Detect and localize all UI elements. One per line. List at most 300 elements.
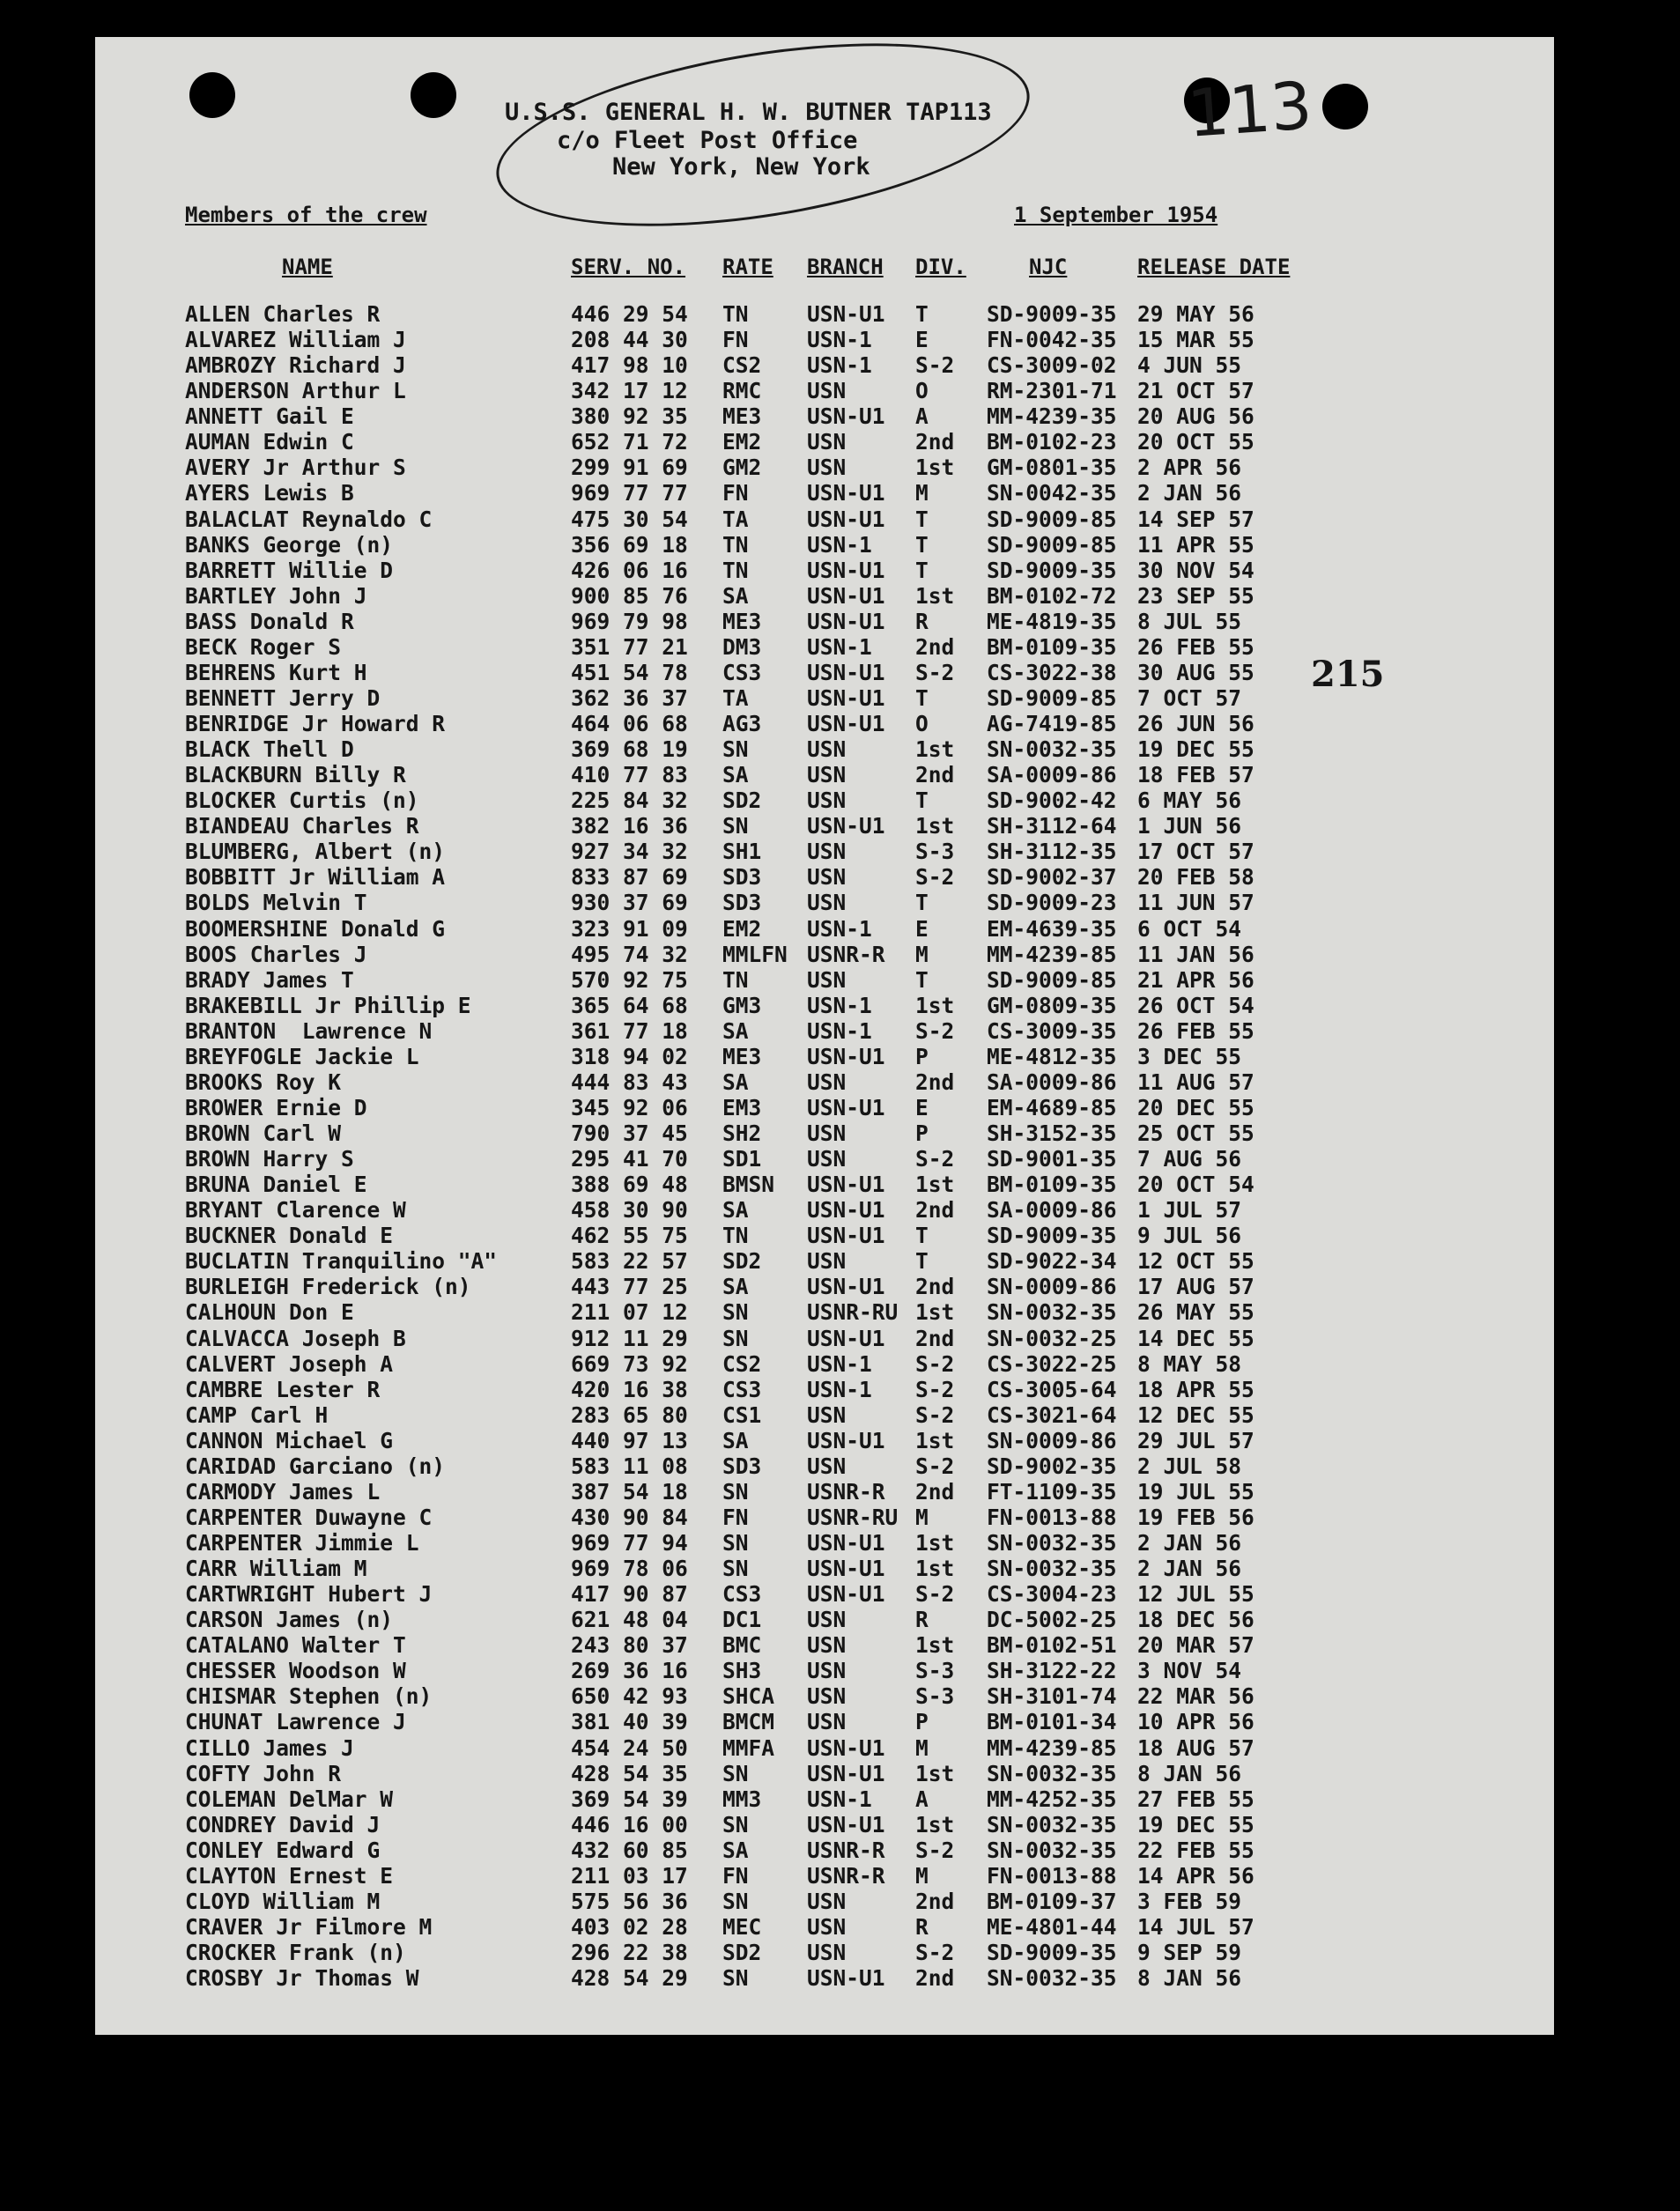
crew-release-date: 2 JAN 56 (1137, 1556, 1242, 1582)
crew-rate: SH2 (722, 1120, 762, 1146)
crew-row (95, 1351, 1554, 1377)
punch-hole-right-2 (1322, 84, 1368, 129)
crew-div: T (915, 301, 929, 327)
crew-njc: SA-0009-86 (987, 1069, 1117, 1095)
crew-rate: RMC (722, 378, 762, 404)
crew-rate: SA (722, 1274, 749, 1300)
crew-div: 2nd (915, 1325, 955, 1351)
crew-branch: USN-U1 (807, 1811, 885, 1838)
crew-release-date: 21 OCT 57 (1137, 378, 1254, 404)
column-header-branch: BRANCH (807, 255, 884, 279)
crew-serv-no: 969 77 77 (571, 480, 688, 507)
crew-row (95, 558, 1554, 583)
crew-row (95, 1735, 1554, 1761)
crew-rate: FN (722, 480, 749, 507)
crew-div: S-2 (915, 1401, 955, 1428)
document-subtitle: Members of the crew (185, 203, 427, 227)
crew-njc: SH-3101-74 (987, 1683, 1117, 1710)
crew-serv-no: 417 98 10 (571, 352, 688, 379)
crew-branch: USN (807, 788, 847, 814)
crew-row (95, 1120, 1554, 1146)
crew-serv-no: 912 11 29 (571, 1325, 688, 1351)
crew-serv-no: 403 02 28 (571, 1913, 688, 1940)
crew-branch: USN-U1 (807, 684, 885, 711)
crew-row (95, 839, 1554, 864)
crew-rate: ME3 (722, 608, 762, 634)
crew-njc: SN-0009-86 (987, 1274, 1117, 1300)
crew-serv-no: 669 73 92 (571, 1350, 688, 1377)
crew-div: T (915, 531, 929, 558)
crew-njc: BM-0102-51 (987, 1632, 1117, 1659)
crew-name: BRADY James T (185, 966, 354, 993)
crew-div: E (915, 915, 929, 942)
crew-name: BOOS Charles J (185, 941, 367, 967)
column-header-njc: NJC (1029, 255, 1068, 279)
crew-serv-no: 388 69 48 (571, 1172, 688, 1198)
crew-div: T (915, 684, 929, 711)
crew-name: BLACK Thell D (185, 736, 354, 763)
crew-div: 2nd (915, 1965, 955, 1992)
crew-name: BEHRENS Kurt H (185, 659, 367, 685)
crew-serv-no: 381 40 39 (571, 1709, 688, 1735)
crew-div: O (915, 711, 929, 736)
crew-name: BENNETT Jerry D (185, 684, 381, 711)
crew-branch: USN (807, 1146, 847, 1172)
crew-njc: SD-9002-42 (987, 788, 1117, 814)
crew-njc: SN-0032-35 (987, 736, 1117, 763)
crew-div: S-2 (915, 1146, 955, 1172)
crew-njc: CS-3021-64 (987, 1401, 1117, 1428)
crew-rate: FN (722, 1504, 749, 1530)
crew-branch: USN-1 (807, 633, 872, 660)
crew-serv-no: 927 34 32 (571, 839, 688, 865)
crew-rate: SA (722, 582, 749, 609)
crew-div: E (915, 1094, 929, 1120)
crew-row (95, 532, 1554, 558)
crew-serv-no: 351 77 21 (571, 633, 688, 660)
crew-serv-no: 969 77 94 (571, 1530, 688, 1556)
crew-njc: SD-9009-85 (987, 684, 1117, 711)
crew-serv-no: 345 92 06 (571, 1094, 688, 1120)
crew-row (95, 1326, 1554, 1351)
crew-row (95, 1377, 1554, 1402)
crew-release-date: 19 DEC 55 (1137, 1811, 1254, 1838)
crew-branch: USN-1 (807, 1350, 872, 1377)
crew-rate: FN (722, 327, 749, 353)
crew-row (95, 1632, 1554, 1658)
crew-branch: USN-U1 (807, 582, 885, 609)
crew-div: T (915, 966, 929, 993)
crew-serv-no: 454 24 50 (571, 1734, 688, 1761)
crew-row (95, 1172, 1554, 1197)
crew-name: CARPENTER Duwayne C (185, 1504, 433, 1530)
crew-name: BOLDS Melvin T (185, 890, 367, 916)
crew-njc: SD-9009-35 (987, 1940, 1117, 1965)
crew-njc: SN-0032-35 (987, 1530, 1117, 1556)
crew-name: BARRETT Willie D (185, 557, 394, 583)
crew-name: CAMP Carl H (185, 1401, 329, 1428)
crew-njc: EM-4639-35 (987, 915, 1117, 942)
crew-name: CRAVER Jr Filmore M (185, 1913, 433, 1940)
crew-serv-no: 440 97 13 (571, 1427, 688, 1453)
crew-row (95, 788, 1554, 813)
crew-serv-no: 428 54 35 (571, 1760, 688, 1786)
crew-rate: CS3 (722, 1581, 762, 1608)
crew-release-date: 19 FEB 56 (1137, 1504, 1254, 1530)
crew-rate: TA (722, 684, 749, 711)
crew-branch: USNR-R (807, 1837, 885, 1863)
crew-div: 2nd (915, 1888, 955, 1914)
crew-name: BUCLATIN Tranquilino "A" (185, 1248, 498, 1275)
crew-div: M (915, 941, 929, 967)
crew-branch: USN-U1 (807, 480, 885, 507)
crew-njc: SD-9009-85 (987, 506, 1117, 532)
crew-release-date: 6 OCT 54 (1137, 915, 1242, 942)
crew-div: 1st (915, 1299, 955, 1326)
crew-njc: SH-3112-64 (987, 813, 1117, 839)
crew-rate: SN (722, 1478, 749, 1505)
punch-hole-left (189, 72, 235, 118)
crew-release-date: 14 DEC 55 (1137, 1325, 1254, 1351)
crew-release-date: 26 MAY 55 (1137, 1299, 1254, 1326)
crew-release-date: 9 JUL 56 (1137, 1223, 1242, 1249)
crew-rate: TN (722, 531, 749, 558)
crew-release-date: 9 SEP 59 (1137, 1940, 1242, 1965)
crew-release-date: 11 AUG 57 (1137, 1069, 1254, 1095)
crew-name: COFTY John R (185, 1760, 342, 1786)
crew-name: COLEMAN DelMar W (185, 1786, 394, 1812)
crew-name: ANDERSON Arthur L (185, 378, 406, 404)
crew-branch: USN-U1 (807, 557, 885, 583)
crew-njc: SH-3112-35 (987, 839, 1117, 865)
crew-row (95, 1838, 1554, 1863)
crew-name: CARMODY James L (185, 1478, 381, 1505)
crew-name: AVERY Jr Arthur S (185, 455, 406, 481)
crew-njc: MM-4252-35 (987, 1786, 1117, 1812)
crew-serv-no: 570 92 75 (571, 966, 688, 993)
crew-row (95, 660, 1554, 685)
crew-rate: SN (722, 813, 749, 839)
crew-name: CALHOUN Don E (185, 1299, 354, 1326)
crew-rate: EM2 (722, 429, 762, 455)
crew-rate: SD3 (722, 1453, 762, 1479)
crew-row (95, 507, 1554, 532)
crew-branch: USN (807, 455, 847, 481)
crew-branch: USN (807, 1913, 847, 1940)
crew-name: CONLEY Edward G (185, 1837, 381, 1863)
crew-div: S-3 (915, 1683, 955, 1710)
ship-name: U.S.S. GENERAL H. W. BUTNER TAP113 (505, 99, 992, 126)
crew-div: O (915, 378, 929, 404)
crew-njc: SA-0009-86 (987, 1197, 1117, 1224)
crew-name: CLOYD William M (185, 1888, 381, 1914)
crew-rate: EM3 (722, 1094, 762, 1120)
ship-address-line1: c/o Fleet Post Office (557, 127, 858, 154)
crew-branch: USN-U1 (807, 1172, 885, 1198)
crew-table-body (95, 301, 1554, 1991)
crew-row (95, 813, 1554, 839)
crew-row (95, 1581, 1554, 1607)
crew-div: 2nd (915, 1197, 955, 1224)
crew-name: AMBROZY Richard J (185, 352, 406, 379)
crew-release-date: 3 DEC 55 (1137, 1043, 1242, 1069)
crew-row (95, 352, 1554, 378)
crew-rate: GM3 (722, 992, 762, 1018)
crew-name: BURLEIGH Frederick (n) (185, 1274, 471, 1300)
crew-serv-no: 475 30 54 (571, 506, 688, 532)
crew-njc: GM-0809-35 (987, 992, 1117, 1018)
crew-serv-no: 243 80 37 (571, 1632, 688, 1659)
crew-name: BASS Donald R (185, 608, 354, 634)
crew-row (95, 1556, 1554, 1581)
crew-name: CARPENTER Jimmie L (185, 1530, 419, 1556)
crew-row (95, 480, 1554, 506)
crew-row (95, 967, 1554, 993)
crew-release-date: 12 JUL 55 (1137, 1581, 1254, 1608)
crew-row (95, 736, 1554, 762)
crew-release-date: 12 OCT 55 (1137, 1248, 1254, 1275)
crew-div: A (915, 1786, 929, 1812)
crew-njc: SN-0032-35 (987, 1837, 1117, 1863)
crew-branch: USNR-RU (807, 1504, 899, 1530)
crew-row (95, 1044, 1554, 1069)
crew-name: CALVERT Joseph A (185, 1350, 394, 1377)
crew-njc: CS-3005-64 (987, 1376, 1117, 1402)
crew-njc: SD-9009-85 (987, 531, 1117, 558)
crew-branch: USN (807, 1120, 847, 1146)
crew-serv-no: 446 29 54 (571, 301, 688, 327)
crew-serv-no: 930 37 69 (571, 890, 688, 916)
crew-name: ALLEN Charles R (185, 301, 381, 327)
crew-name: BANKS George (n) (185, 531, 394, 558)
crew-release-date: 2 JAN 56 (1137, 480, 1242, 507)
crew-njc: FN-0013-88 (987, 1862, 1117, 1889)
document-date: 1 September 1954 (1014, 203, 1218, 227)
crew-branch: USN-1 (807, 352, 872, 379)
crew-branch: USN-U1 (807, 1427, 885, 1453)
crew-row (95, 1479, 1554, 1505)
crew-name: BROWN Harry S (185, 1146, 354, 1172)
crew-branch: USN (807, 864, 847, 891)
crew-div: R (915, 1607, 929, 1633)
crew-div: 1st (915, 455, 955, 481)
crew-row (95, 1299, 1554, 1325)
crew-rate: MEC (722, 1913, 762, 1940)
crew-rate: EM2 (722, 915, 762, 942)
crew-div: T (915, 788, 929, 814)
crew-branch: USN (807, 1683, 847, 1710)
crew-div: R (915, 1913, 929, 1940)
crew-njc: SD-9009-35 (987, 557, 1117, 583)
crew-branch: USN-U1 (807, 711, 885, 736)
crew-njc: ME-4819-35 (987, 608, 1117, 634)
crew-release-date: 8 JAN 56 (1137, 1965, 1242, 1992)
crew-serv-no: 211 07 12 (571, 1299, 688, 1326)
crew-name: CATALANO Walter T (185, 1632, 406, 1659)
crew-div: S-2 (915, 1453, 955, 1479)
crew-rate: TN (722, 1223, 749, 1249)
crew-div: P (915, 1709, 929, 1735)
page-stamp-number: 215 (1311, 654, 1385, 695)
crew-release-date: 2 JAN 56 (1137, 1530, 1242, 1556)
crew-name: AYERS Lewis B (185, 480, 354, 507)
crew-name: CALVACCA Joseph B (185, 1325, 406, 1351)
crew-rate: SN (722, 1888, 749, 1914)
crew-rate: BMSN (722, 1172, 775, 1198)
crew-njc: EM-4689-85 (987, 1094, 1117, 1120)
crew-name: CONDREY David J (185, 1811, 381, 1838)
crew-div: 2nd (915, 633, 955, 660)
crew-rate: SA (722, 1427, 749, 1453)
document-page (95, 37, 1554, 2035)
crew-branch: USN-U1 (807, 506, 885, 532)
crew-div: 2nd (915, 429, 955, 455)
crew-name: CHISMAR Stephen (n) (185, 1683, 433, 1710)
crew-njc: BM-0109-35 (987, 633, 1117, 660)
crew-release-date: 11 JAN 56 (1137, 941, 1254, 967)
crew-serv-no: 410 77 83 (571, 762, 688, 788)
crew-release-date: 26 FEB 55 (1137, 633, 1254, 660)
crew-branch: USN-U1 (807, 1734, 885, 1761)
crew-njc: BM-0109-37 (987, 1888, 1117, 1914)
crew-release-date: 26 FEB 55 (1137, 1017, 1254, 1044)
crew-branch: USN-U1 (807, 608, 885, 634)
crew-serv-no: 208 44 30 (571, 327, 688, 353)
crew-row (95, 1146, 1554, 1172)
crew-rate: ME3 (722, 403, 762, 430)
crew-row (95, 1197, 1554, 1223)
crew-release-date: 6 MAY 56 (1137, 788, 1242, 814)
crew-rate: TA (722, 506, 749, 532)
crew-release-date: 18 FEB 57 (1137, 762, 1254, 788)
crew-branch: USNR-R (807, 941, 885, 967)
crew-rate: TN (722, 301, 749, 327)
crew-njc: RM-2301-71 (987, 378, 1117, 404)
crew-serv-no: 365 64 68 (571, 992, 688, 1018)
crew-release-date: 8 MAY 58 (1137, 1350, 1242, 1377)
crew-njc: MM-4239-85 (987, 941, 1117, 967)
crew-branch: USN-U1 (807, 1530, 885, 1556)
crew-njc: MM-4239-35 (987, 403, 1117, 430)
crew-branch: USN-U1 (807, 1581, 885, 1608)
crew-njc: BM-0109-35 (987, 1172, 1117, 1198)
crew-branch: USN-U1 (807, 1197, 885, 1224)
crew-name: BALACLAT Reynaldo C (185, 506, 433, 532)
crew-serv-no: 444 83 43 (571, 1069, 688, 1095)
crew-release-date: 23 SEP 55 (1137, 582, 1254, 609)
crew-name: CARTWRIGHT Hubert J (185, 1581, 433, 1608)
crew-release-date: 20 FEB 58 (1137, 864, 1254, 891)
crew-name: BUCKNER Donald E (185, 1223, 394, 1249)
crew-div: S-2 (915, 1017, 955, 1044)
crew-rate: FN (722, 1862, 749, 1889)
crew-name: BOBBITT Jr William A (185, 864, 446, 891)
crew-serv-no: 833 87 69 (571, 864, 688, 891)
crew-div: P (915, 1043, 929, 1069)
crew-release-date: 18 AUG 57 (1137, 1734, 1254, 1761)
crew-row (95, 609, 1554, 634)
crew-serv-no: 443 77 25 (571, 1274, 688, 1300)
crew-rate: SN (722, 1530, 749, 1556)
crew-div: 1st (915, 582, 955, 609)
crew-row (95, 1530, 1554, 1556)
crew-branch: USN-U1 (807, 1325, 885, 1351)
crew-branch: USNR-R (807, 1862, 885, 1889)
crew-div: M (915, 1862, 929, 1889)
crew-release-date: 20 OCT 54 (1137, 1172, 1254, 1198)
crew-serv-no: 296 22 38 (571, 1940, 688, 1965)
crew-row (95, 1863, 1554, 1889)
crew-rate: GM2 (722, 455, 762, 481)
crew-njc: SN-0032-35 (987, 1299, 1117, 1326)
crew-div: R (915, 608, 929, 634)
crew-div: S-2 (915, 864, 955, 891)
crew-div: 2nd (915, 762, 955, 788)
crew-div: M (915, 1504, 929, 1530)
crew-serv-no: 211 03 17 (571, 1862, 688, 1889)
crew-name: BRANTON Lawrence N (185, 1017, 433, 1044)
crew-njc: BM-0102-23 (987, 429, 1117, 455)
crew-release-date: 17 AUG 57 (1137, 1274, 1254, 1300)
crew-rate: CS3 (722, 1376, 762, 1402)
crew-branch: USN-U1 (807, 403, 885, 430)
crew-row (95, 1914, 1554, 1940)
crew-rate: SN (722, 1811, 749, 1838)
crew-branch: USN-U1 (807, 1223, 885, 1249)
crew-name: CARSON James (n) (185, 1607, 394, 1633)
crew-row (95, 993, 1554, 1018)
crew-rate: BMCM (722, 1709, 775, 1735)
column-header-serv-no: SERV. NO. (571, 255, 686, 279)
crew-release-date: 26 JUN 56 (1137, 711, 1254, 736)
crew-release-date: 14 SEP 57 (1137, 506, 1254, 532)
crew-div: A (915, 403, 929, 430)
crew-div: S-2 (915, 1350, 955, 1377)
crew-branch: USN (807, 1709, 847, 1735)
crew-release-date: 14 JUL 57 (1137, 1913, 1254, 1940)
crew-serv-no: 342 17 12 (571, 378, 688, 404)
crew-njc: CS-3022-38 (987, 659, 1117, 685)
crew-name: CARR William M (185, 1556, 367, 1582)
crew-row (95, 685, 1554, 711)
crew-rate: SD1 (722, 1146, 762, 1172)
crew-row (95, 378, 1554, 403)
crew-serv-no: 362 36 37 (571, 684, 688, 711)
crew-serv-no: 369 68 19 (571, 736, 688, 763)
crew-branch: USN (807, 378, 847, 404)
crew-release-date: 18 APR 55 (1137, 1376, 1254, 1402)
crew-serv-no: 430 90 84 (571, 1504, 688, 1530)
crew-serv-no: 387 54 18 (571, 1478, 688, 1505)
crew-div: S-2 (915, 1940, 955, 1965)
crew-njc: ME-4801-44 (987, 1913, 1117, 1940)
crew-release-date: 27 FEB 55 (1137, 1786, 1254, 1812)
crew-njc: SN-0032-35 (987, 1760, 1117, 1786)
crew-release-date: 21 APR 56 (1137, 966, 1254, 993)
crew-release-date: 3 FEB 59 (1137, 1888, 1242, 1914)
crew-branch: USN-1 (807, 992, 872, 1018)
crew-name: CHUNAT Lawrence J (185, 1709, 406, 1735)
crew-div: M (915, 480, 929, 507)
crew-name: CANNON Michael G (185, 1427, 394, 1453)
crew-release-date: 30 NOV 54 (1137, 557, 1254, 583)
crew-row (95, 711, 1554, 736)
crew-release-date: 2 APR 56 (1137, 455, 1242, 481)
crew-div: 1st (915, 992, 955, 1018)
crew-div: 1st (915, 736, 955, 763)
crew-rate: TN (722, 557, 749, 583)
crew-release-date: 22 MAR 56 (1137, 1683, 1254, 1710)
